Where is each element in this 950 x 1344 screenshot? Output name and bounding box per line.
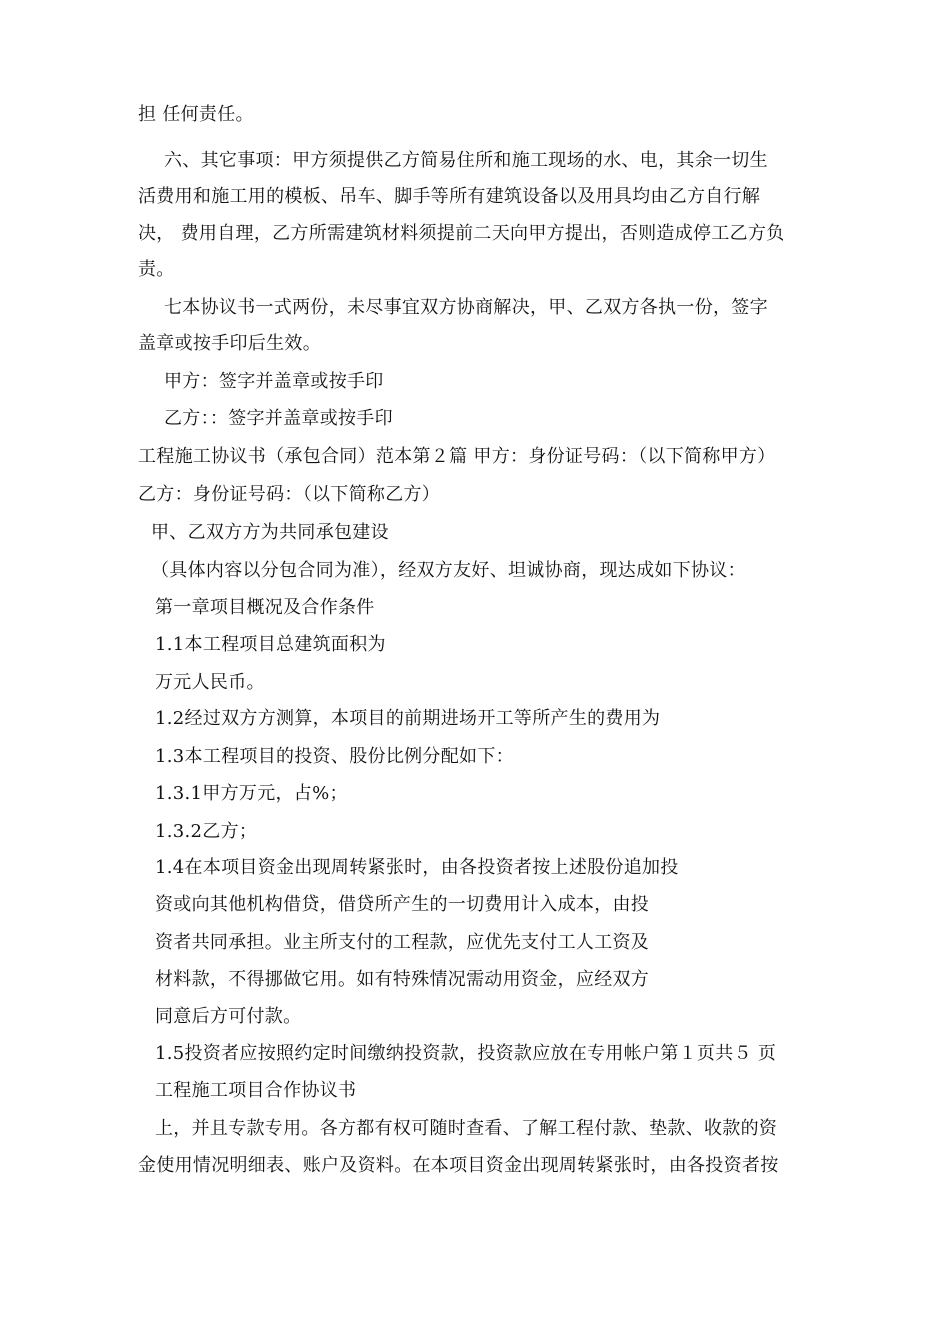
text-line-9: 乙方：：签字并盖章或按手印 bbox=[164, 408, 393, 429]
text-line-3: 活费用和施工用的模板、吊车、脚手等所有建筑设备以及用具均由乙方自行解 bbox=[138, 186, 761, 207]
text-line-1: 担 任何责任。 bbox=[138, 104, 254, 125]
text-line-7: 盖章或按手印后生效。 bbox=[138, 333, 321, 354]
text-line-10: 工程施工协议书（承包合同）范本第２篇 甲方：身份证号码：（以下简称甲方） bbox=[138, 446, 776, 467]
text-line-24: 材料款，不得挪做它用。如有特殊情况需动用资金，应经双方 bbox=[155, 969, 650, 990]
text-line-28: 上，并且专款专用。各方都有权可随时查看、了解工程付款、垫款、收款的资 bbox=[155, 1118, 778, 1139]
text-line-16: 万元人民币。 bbox=[155, 672, 265, 693]
text-line-21: 1.4在本项目资金出现周转紧张时，由各投资者按上述股份追加投 bbox=[155, 857, 679, 878]
text-line-22: 资或向其他机构借贷，借贷所产生的一切费用计入成本，由投 bbox=[155, 894, 650, 915]
text-line-17: 1.2经过双方方测算，本项目的前期进场开工等所产生的费用为 bbox=[155, 708, 661, 729]
text-line-18: 1.3本工程项目的投资、股份比例分配如下： bbox=[155, 746, 514, 767]
text-line-11: 乙方：身份证号码：（以下简称乙方） bbox=[138, 484, 441, 505]
text-line-27: 工程施工项目合作协议书 bbox=[155, 1080, 357, 1101]
text-line-23: 资者共同承担。业主所支付的工程款，应优先支付工人工资及 bbox=[155, 932, 650, 953]
text-line-25: 同意后方可付款。 bbox=[155, 1006, 302, 1027]
text-line-8: 甲方：签字并盖章或按手印 bbox=[164, 371, 384, 392]
text-line-20: 1.3.2乙方； bbox=[155, 821, 258, 842]
text-line-6: 七本协议书一式两份，未尽事宜双方协商解决，甲、乙双方各执一份，签字 bbox=[164, 297, 768, 318]
text-line-13: （具体内容以分包合同为准），经双方友好、坦诚协商，现达成如下协议： bbox=[151, 560, 746, 581]
text-line-29: 金使用情况明细表、账户及资料。在本项目资金出现周转紧张时，由各投资者按 bbox=[138, 1155, 779, 1176]
text-line-2: 六、其它事项：甲方须提供乙方简易住所和施工现场的水、电，其余一切生 bbox=[164, 150, 768, 171]
text-line-19: 1.3.1甲方万元，占%； bbox=[155, 783, 348, 804]
text-line-14: 第一章项目概况及合作条件 bbox=[155, 597, 375, 618]
text-line-26: 1.5投资者应按照约定时间缴纳投资款，投资款应放在专用帐户第１页共５ 页 bbox=[155, 1043, 777, 1064]
text-line-5: 责。 bbox=[138, 259, 175, 280]
text-line-4: 决， 费用自理，乙方所需建筑材料须提前二天向甲方提出，否则造成停工乙方负 bbox=[138, 223, 785, 244]
text-line-15: 1.1本工程项目总建筑面积为 bbox=[155, 634, 386, 655]
text-line-12: 甲、乙双方方为共同承包建设 bbox=[151, 522, 389, 543]
